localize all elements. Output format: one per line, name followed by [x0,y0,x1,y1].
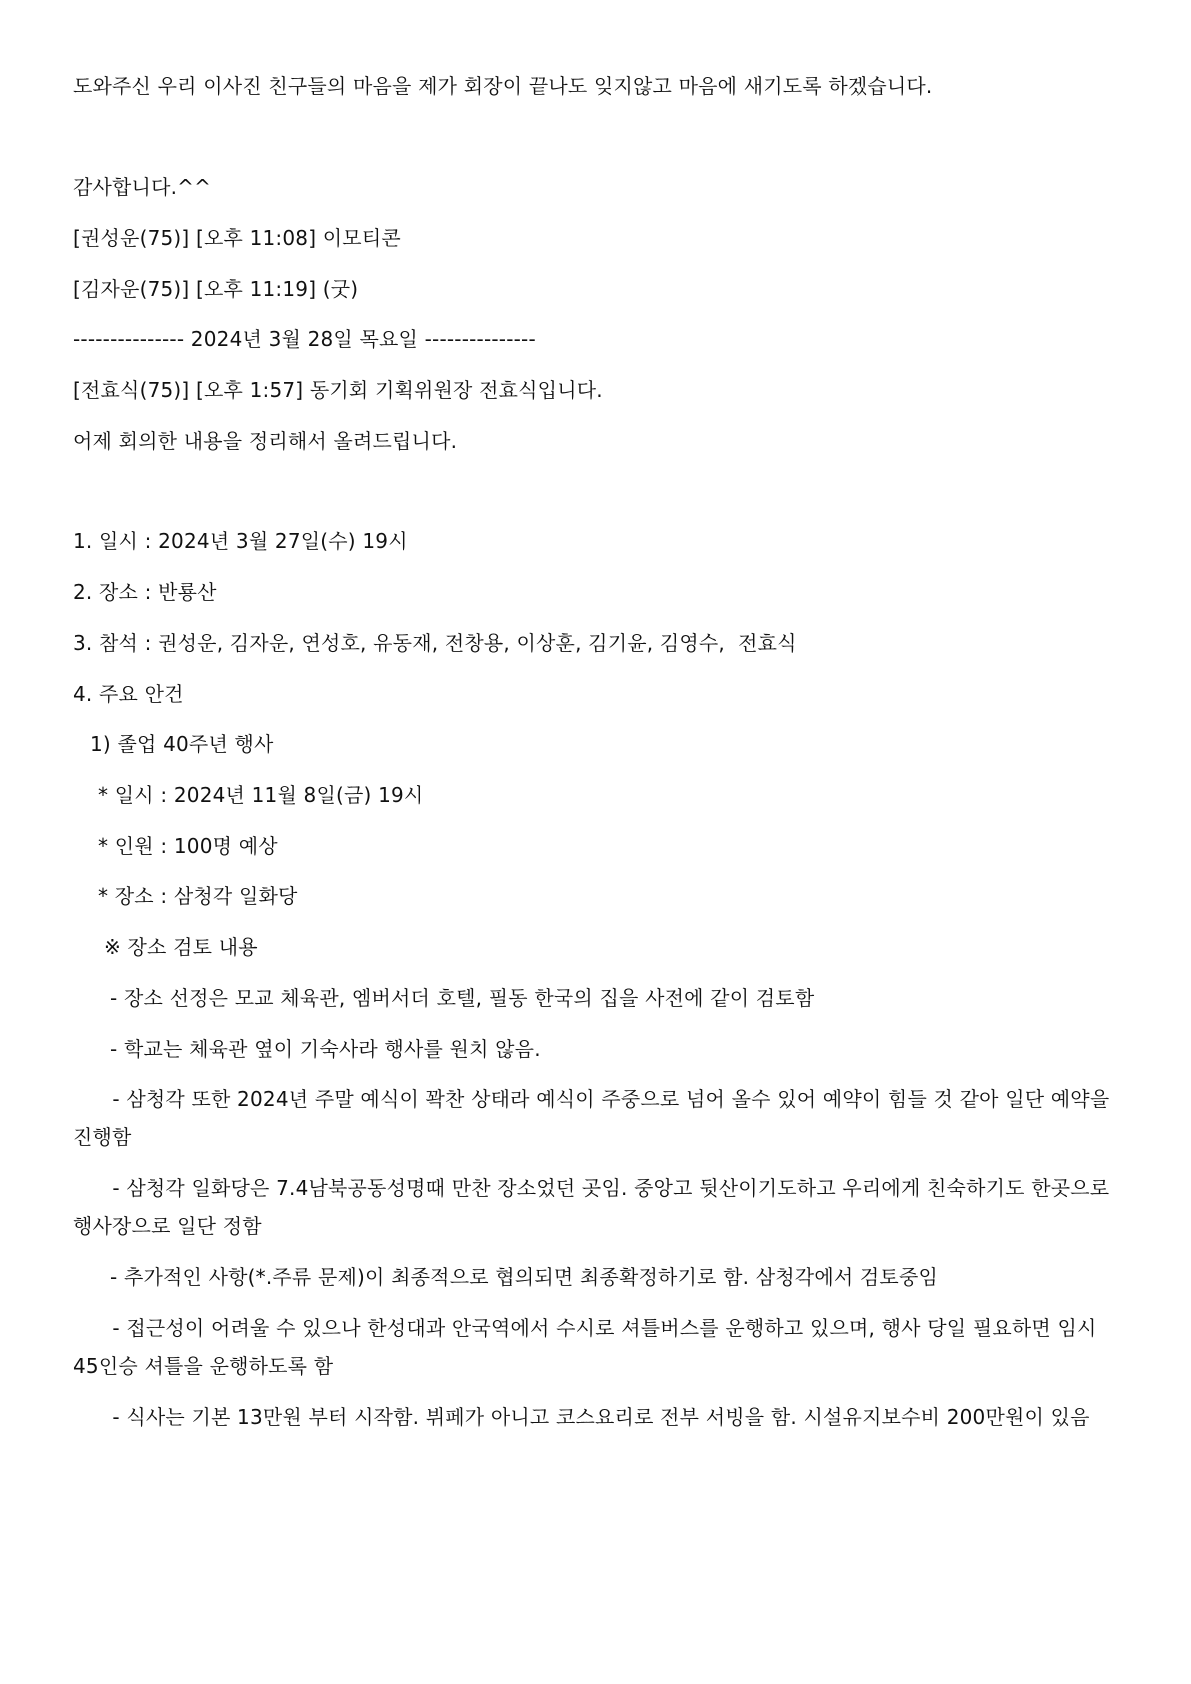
list-item: 1. 일시 : 2024년 3월 27일(수) 19시 [73,529,408,553]
text-line: [권성운(75)] [오후 11:08] 이모티콘 [73,226,401,250]
note-item: - 삼청각 일화당은 7.4남북공동성명때 만찬 장소었던 곳임. 중앙고 뒷산이기도하고 우리에게 친숙하기도 한곳으로 행사장으로 일단 정함 [73,1176,1116,1238]
sub-list-item: 1) 졸업 40주년 행사 [90,732,274,756]
note-item: - 추가적인 사항(*.주류 문제)이 최종적으로 협의되면 최종확정하기로 함. 삼청각에서 검토중임 [110,1265,938,1289]
text-line: 도와주신 우리 이사진 친구들의 마음을 제가 회장이 끝나도 잊지않고 마음에 새기도록 하겠습니다. [73,74,933,98]
bullet-item: * 장소 : 삼청각 일화당 [98,884,298,908]
bullet-item: * 인원 : 100명 예상 [98,834,278,858]
text-line: [전효식(75)] [오후 1:57] 동기회 기획위원장 전효식입니다. [73,378,603,402]
note-item: - 삼청각 또한 2024년 주말 예식이 꽉찬 상태라 예식이 주중으로 넘어 올수 있어 예약이 힘들 것 같아 일단 예약을 진행함 [73,1087,1116,1149]
text-line: [김자운(75)] [오후 11:19] (굿) [73,277,359,301]
date-divider: --------------- 2024년 3월 28일 목요일 --------------- [73,327,536,351]
note-heading: ※ 장소 검토 내용 [104,935,258,959]
note-item: - 접근성이 어려울 수 있으나 한성대과 안국역에서 수시로 셔틀버스를 운행하고 있으며, 행사 당일 필요하면 임시 45인승 셔틀을 운행하도록 함 [73,1316,1104,1378]
list-item: 2. 장소 : 반룡산 [73,580,217,604]
bullet-item: * 일시 : 2024년 11월 8일(금) 19시 [98,783,424,807]
text-line: 감사합니다.^^ [73,175,212,199]
note-item: - 학교는 체육관 옆이 기숙사라 행사를 원치 않음. [110,1037,541,1061]
list-item: 4. 주요 안건 [73,682,184,706]
note-item: - 식사는 기본 13만원 부터 시작함. 뷔페가 아니고 코스요리로 전부 서빙을 함. 시설유지보수비 200만원이 있음 [73,1405,1090,1429]
text-line: 어제 회의한 내용을 정리해서 올려드립니다. [73,429,458,453]
note-item: - 장소 선정은 모교 체육관, 엠버서더 호텔, 필동 한국의 집을 사전에 같이 검토함 [110,986,815,1010]
list-item: 3. 참석 : 권성운, 김자운, 연성호, 유동재, 전창용, 이상훈, 김기윤, 김영수, 전효식 [73,631,797,655]
